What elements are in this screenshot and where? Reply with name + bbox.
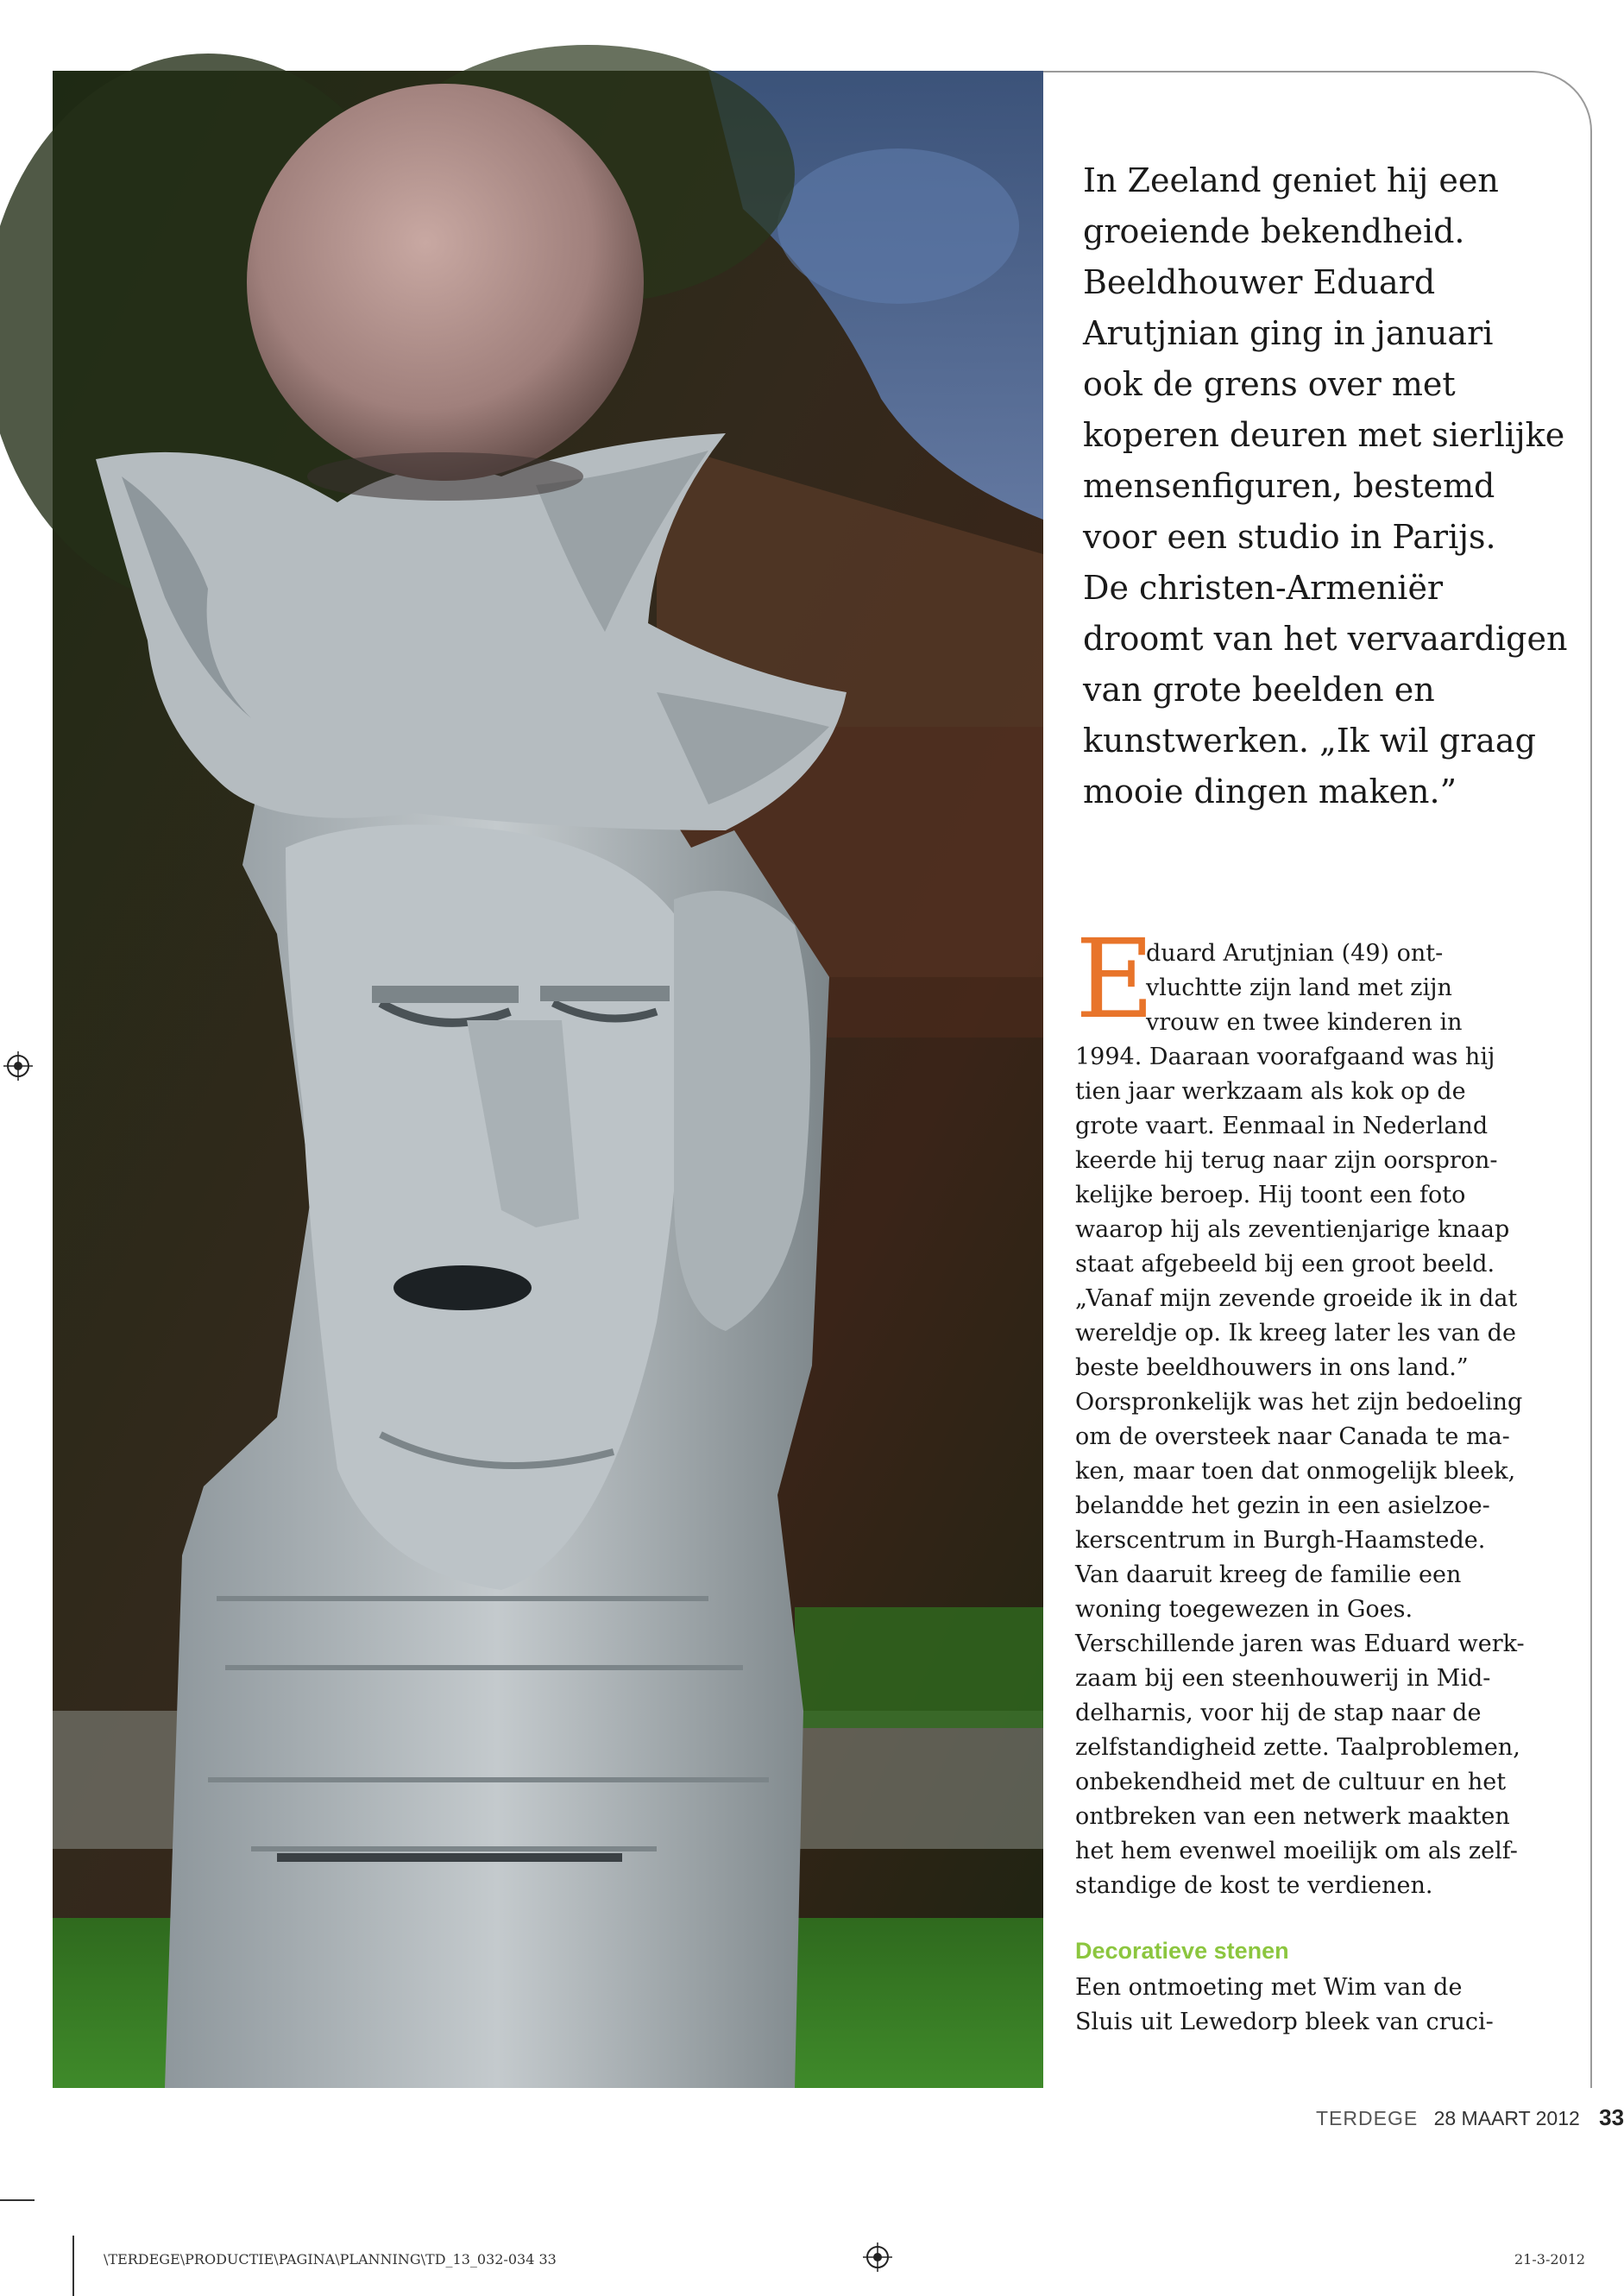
- page-footer: [1316, 2104, 1624, 2131]
- body-line: het hem evenwel moeilijk om als zelf-: [1075, 1838, 1518, 1864]
- sculpture-photo: [53, 71, 1043, 2088]
- crop-mark: [0, 2199, 35, 2201]
- body-line: duard Arutjnian (49) ont-: [1146, 940, 1444, 967]
- print-date: 21-3-2012: [1514, 2251, 1586, 2268]
- body-line: staat afgebeeld bij een groot beeld.: [1075, 1251, 1495, 1277]
- body-line: keerde hij terug naar zijn oorspron-: [1075, 1147, 1498, 1174]
- registration-mark-icon: [863, 2242, 892, 2272]
- body-line: kerscentrum in Burgh-Haamstede.: [1075, 1527, 1486, 1554]
- body-line: vrouw en twee kinderen in: [1146, 1009, 1463, 1036]
- body-line: zelfstandigheid zette. Taalproblemen,: [1075, 1734, 1520, 1761]
- body-line: zaam bij een steenhouwerij in Mid-: [1075, 1665, 1491, 1692]
- body-line: Oorspronkelijk was het zijn bedoeling: [1075, 1389, 1523, 1416]
- lead-line: Beeldhouwer Eduard: [1083, 263, 1436, 301]
- body-line: 1994. Daaraan voorafgaand was hij: [1075, 1044, 1495, 1070]
- body-line: kelijke beroep. Hij toont een foto: [1075, 1182, 1466, 1208]
- lead-line: In Zeeland geniet hij een: [1083, 161, 1499, 199]
- lead-line: kunstwerken. „Ik wil graag: [1083, 722, 1536, 760]
- lead-line: groeiende bekendheid.: [1083, 212, 1465, 250]
- lead-line: ook de grens over met: [1083, 365, 1456, 403]
- body-line: ken, maar toen dat onmogelijk bleek,: [1075, 1458, 1516, 1485]
- body-line: waarop hij als zeventienjarige knaap: [1075, 1216, 1510, 1243]
- lead-line: mensenfiguren, bestemd: [1083, 467, 1495, 505]
- body-line: grote vaart. Eenmaal in Nederland: [1075, 1113, 1489, 1139]
- sculpture-illustration: [53, 71, 1043, 2088]
- body-line: Sluis uit Lewedorp bleek van cruci-: [1075, 2009, 1494, 2035]
- lead-line: voor een studio in Parijs.: [1083, 518, 1496, 556]
- drop-cap: E: [1075, 916, 1155, 1043]
- lead-line: van grote beelden en: [1083, 671, 1435, 709]
- body-line: vluchtte zijn land met zijn: [1146, 975, 1452, 1001]
- lead-line: koperen deuren met sierlijke: [1083, 416, 1565, 454]
- body-line: ontbreken van een netwerk maakten: [1075, 1803, 1510, 1830]
- issue-date: 28 MAART 2012: [1433, 2107, 1580, 2129]
- lead-line: Arutjnian ging in januari: [1083, 314, 1494, 352]
- body-line: Een ontmoeting met Wim van de: [1075, 1974, 1463, 2001]
- body-line: wereldje op. Ik kreeg later les van de: [1075, 1320, 1516, 1347]
- body-line: belandde het gezin in een asielzoe-: [1075, 1492, 1490, 1519]
- crop-mark: [72, 2236, 74, 2296]
- page-number: 33: [1599, 2104, 1624, 2130]
- body-line: Van daaruit kreeg de familie een: [1075, 1561, 1462, 1588]
- body-line: standige de kost te verdienen.: [1075, 1872, 1433, 1899]
- body-line: beste beeldhouwers in ons land.”: [1075, 1354, 1469, 1381]
- registration-mark-icon: [3, 1051, 33, 1081]
- article-body: [1075, 937, 1558, 1903]
- section-heading: Decoratieve stenen: [1075, 1938, 1289, 1964]
- lead-line: De christen-Armeniër: [1083, 569, 1444, 607]
- publication-name: TERDEGE: [1316, 2107, 1419, 2129]
- section-body: [1075, 1971, 1558, 2040]
- lead-paragraph: [1083, 155, 1566, 817]
- body-line: om de oversteek naar Canada te ma-: [1075, 1423, 1510, 1450]
- body-line: Verschillende jaren was Eduard werk-: [1075, 1631, 1525, 1657]
- body-line: „Vanaf mijn zevende groeide ik in dat: [1075, 1285, 1518, 1312]
- body-line: tien jaar werkzaam als kok op de: [1075, 1078, 1466, 1105]
- lead-line: mooie dingen maken.”: [1083, 773, 1457, 811]
- body-line: woning toegewezen in Goes.: [1075, 1596, 1413, 1623]
- production-slug: \TERDEGE\PRODUCTIE\PAGINA\PLANNING\TD_13_032-034 33: [104, 2251, 557, 2268]
- body-line: delharnis, voor hij de stap naar de: [1075, 1700, 1482, 1726]
- body-line: onbekendheid met de cultuur en het: [1075, 1769, 1507, 1795]
- lead-line: droomt van het vervaardigen: [1083, 620, 1568, 658]
